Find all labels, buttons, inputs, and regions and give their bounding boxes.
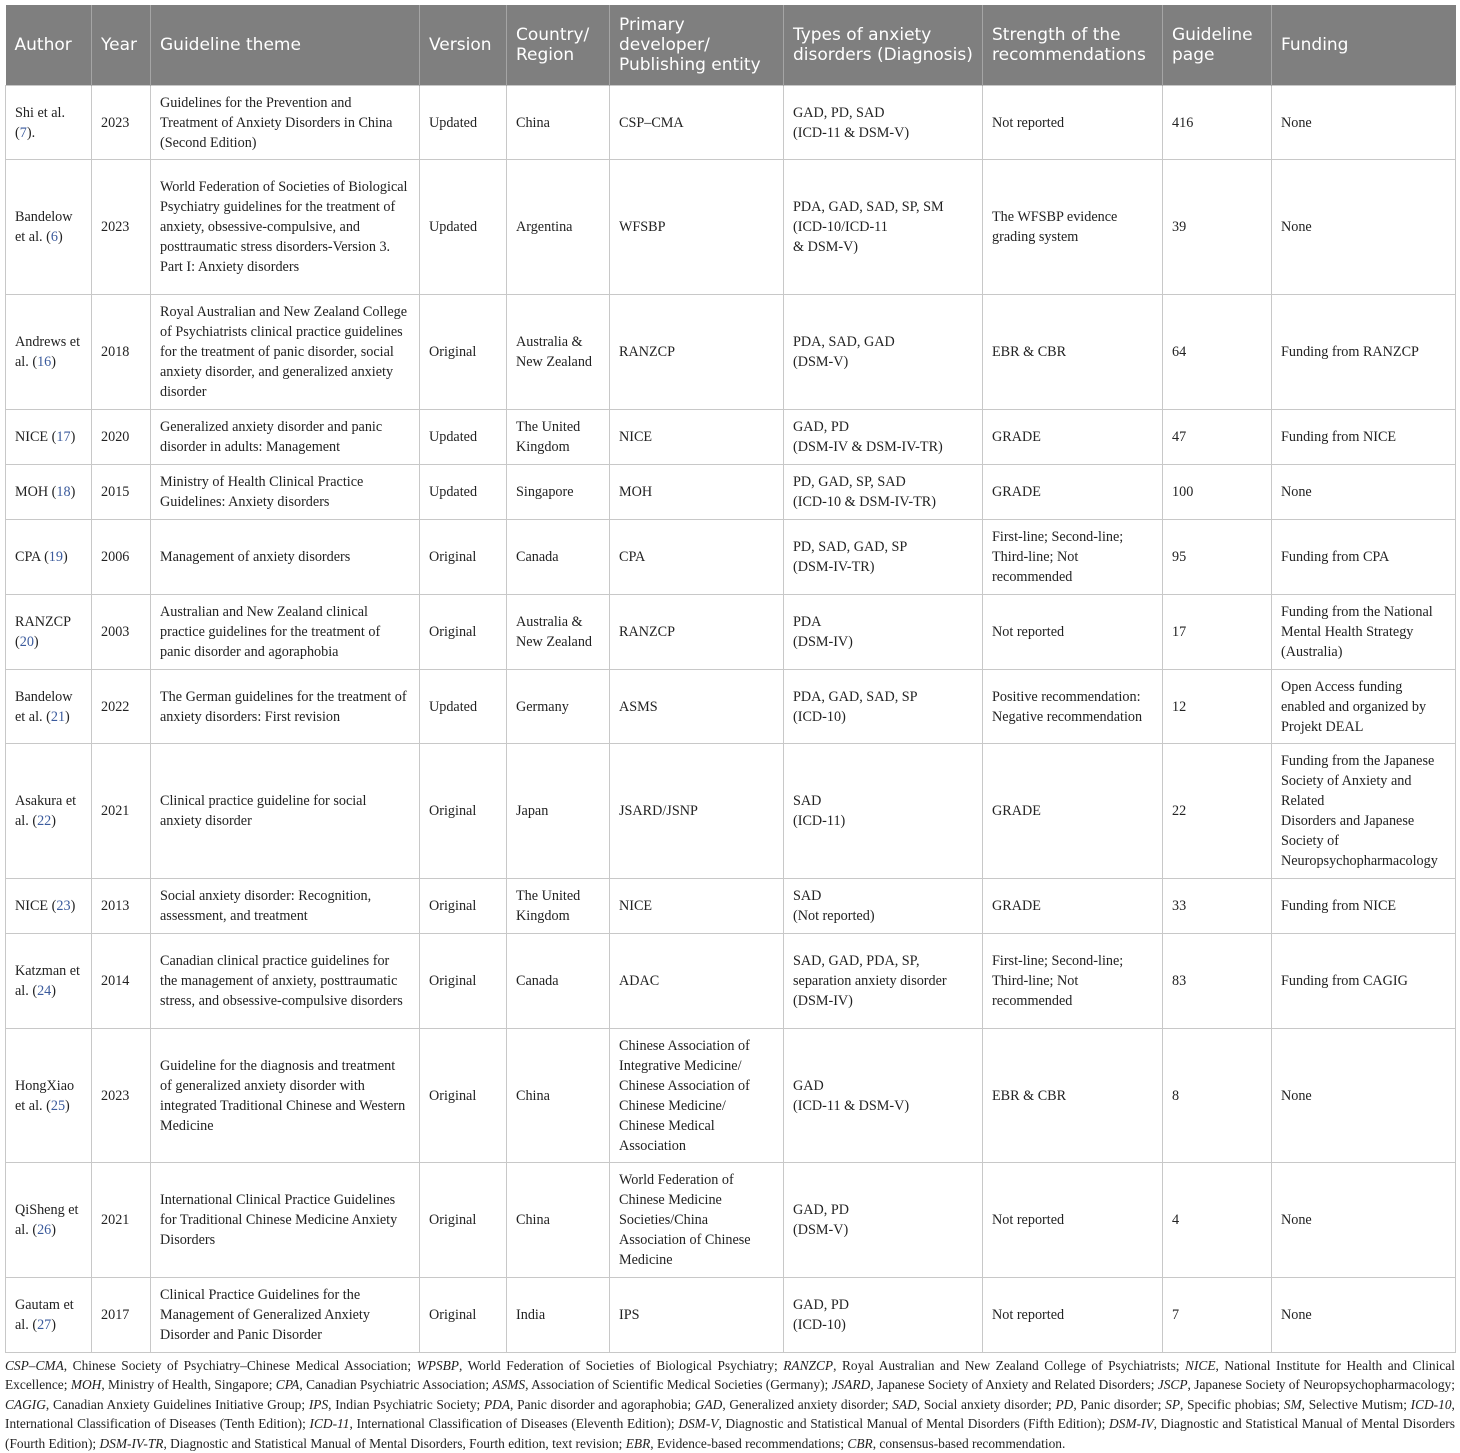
- table-row: [6, 520, 1456, 595]
- column-header-funding: Funding: [1272, 5, 1456, 86]
- cell-funding: Funding from RANZCP: [1272, 295, 1456, 410]
- cell-year: 2023: [92, 160, 151, 295]
- footnote-abbreviation: SM: [1283, 1396, 1302, 1412]
- cell-strength: The WFSBP evidence grading system: [983, 160, 1163, 295]
- cell-theme: Guideline for the diagnosis and treatment of generalized anxiety disorder with integrated Traditional Chinese and Western Medicine: [151, 1029, 420, 1163]
- cell-year: 2015: [92, 465, 151, 520]
- cell-types: GAD (ICD-11 & DSM-V): [784, 1029, 983, 1163]
- cell-funding: Open Access funding enabled and organized by Projekt DEAL: [1272, 670, 1456, 744]
- footnote-abbreviation: IPS: [308, 1396, 329, 1412]
- footnote-abbreviation: GAD: [694, 1396, 723, 1412]
- reference-link[interactable]: 17: [56, 429, 71, 445]
- cell-strength: Not reported: [983, 595, 1163, 670]
- column-header-version: Version: [420, 5, 507, 86]
- reference-link[interactable]: 19: [48, 549, 63, 565]
- footnote-abbreviation: SAD: [892, 1396, 917, 1412]
- cell-developer: MOH: [610, 465, 784, 520]
- cell-author: Asakura et al. (22): [6, 744, 92, 879]
- reference-link[interactable]: 23: [56, 898, 71, 914]
- cell-theme: Australian and New Zealand clinical practice guidelines for the treatment of panic disorder and agoraphobia: [151, 595, 420, 670]
- author-name: Gautam et al.: [15, 1297, 74, 1333]
- author-name: Bandelow et al.: [15, 688, 73, 725]
- cell-funding: None: [1272, 1029, 1456, 1163]
- cell-types: GAD, PD, SAD (ICD-11 & DSM-V): [784, 86, 983, 160]
- cell-theme: Management of anxiety disorders: [151, 520, 420, 595]
- footnote-abbreviation: CBR: [847, 1435, 873, 1451]
- cell-version: Original: [420, 1163, 507, 1278]
- footnote-abbreviation: CPA: [275, 1377, 300, 1393]
- reference-link[interactable]: 6: [50, 229, 58, 245]
- cell-types: SAD, GAD, PDA, SP, separation anxiety disorder (DSM-IV): [784, 934, 983, 1029]
- cell-page: 83: [1163, 934, 1272, 1029]
- table-row: [6, 595, 1456, 670]
- author-name: HongXiao et al.: [15, 1077, 75, 1114]
- footnote-definition: Diagnostic and Statistical Manual of Mental Disorders (Fifth Edition): [725, 1416, 1102, 1432]
- cell-strength: GRADE: [983, 465, 1163, 520]
- cell-types: SAD (Not reported): [784, 879, 983, 934]
- cell-developer: ADAC: [610, 934, 784, 1029]
- reference-link[interactable]: 20: [19, 634, 34, 650]
- cell-funding: None: [1272, 465, 1456, 520]
- cell-funding: Funding from the Japanese Society of Anxiety and Related Disorders and Japanese Society of Neuropsychopharmacology: [1272, 744, 1456, 879]
- cell-types: SAD (ICD-11): [784, 744, 983, 879]
- cell-page: 64: [1163, 295, 1272, 410]
- author-name: NICE: [15, 429, 49, 445]
- cell-version: Original: [420, 595, 507, 670]
- cell-year: 2003: [92, 595, 151, 670]
- cell-types: GAD, PD (ICD-10): [784, 1278, 983, 1353]
- cell-theme: Canadian clinical practice guidelines for the management of anxiety, posttraumatic stress, and obsessive-compulsive disorders: [151, 934, 420, 1029]
- cell-year: 2021: [92, 744, 151, 879]
- cell-year: 2017: [92, 1278, 151, 1353]
- author-name: Katzman et al.: [15, 963, 80, 999]
- reference-link[interactable]: 27: [37, 1317, 52, 1333]
- footnote-abbreviation: EBR: [625, 1435, 651, 1451]
- cell-theme: Generalized anxiety disorder and panic disorder in adults: Management: [151, 410, 420, 465]
- footnote-definition: Chinese Society of Psychiatry–Chinese Medical Association: [72, 1358, 408, 1373]
- author-name: CPA: [15, 549, 41, 565]
- cell-year: 2022: [92, 670, 151, 744]
- cell-strength: Not reported: [983, 1278, 1163, 1353]
- cell-page: 12: [1163, 670, 1272, 744]
- cell-author: CPA (19): [6, 520, 92, 595]
- footnote-definition: Japanese Society of Neuropsychopharmacology: [1194, 1377, 1452, 1393]
- table-row: [6, 1163, 1456, 1278]
- footnote-abbreviation: JSCP: [1157, 1377, 1188, 1393]
- cell-funding: Funding from CPA: [1272, 520, 1456, 595]
- guidelines-table: [5, 5, 1456, 1353]
- footnote-definition: National Institute for Health and Clinical Excellence: [5, 1358, 1455, 1393]
- cell-types: GAD, PD (DSM-IV & DSM-IV-TR): [784, 410, 983, 465]
- cell-page: 95: [1163, 520, 1272, 595]
- cell-country: The United Kingdom: [507, 879, 610, 934]
- cell-year: 2013: [92, 879, 151, 934]
- cell-author: HongXiao et al. (25): [6, 1029, 92, 1163]
- footnote-definition: Diagnostic and Statistical Manual of Mental Disorders (Fourth Edition): [5, 1416, 1455, 1451]
- cell-year: 2021: [92, 1163, 151, 1278]
- cell-year: 2018: [92, 295, 151, 410]
- footnote-definition: Evidence-based recommendations: [657, 1435, 841, 1451]
- cell-country: Canada: [507, 520, 610, 595]
- footnote-definition: Canadian Anxiety Guidelines Initiative Group: [52, 1396, 302, 1412]
- cell-types: GAD, PD (DSM-V): [784, 1163, 983, 1278]
- footnote-definition: Association of Scientific Medical Societies (Germany): [531, 1377, 825, 1393]
- reference-link[interactable]: 21: [50, 708, 66, 725]
- cell-developer: ASMS: [610, 670, 784, 744]
- cell-developer: CPA: [610, 520, 784, 595]
- reference-link[interactable]: 22: [37, 813, 52, 829]
- cell-country: Singapore: [507, 465, 610, 520]
- cell-funding: Funding from the National Mental Health Strategy (Australia): [1272, 595, 1456, 670]
- cell-page: 416: [1163, 86, 1272, 160]
- cell-strength: GRADE: [983, 879, 1163, 934]
- cell-types: PDA, SAD, GAD (DSM-V): [784, 295, 983, 410]
- cell-author: NICE (17): [6, 410, 92, 465]
- column-header-author: Author: [6, 5, 92, 86]
- cell-funding: None: [1272, 1163, 1456, 1278]
- footnote-abbreviation: RANZCP: [783, 1358, 834, 1373]
- cell-country: China: [507, 1029, 610, 1163]
- author-suffix: .: [31, 124, 36, 141]
- cell-developer: Chinese Association of Integrative Medicine/ Chinese Association of Chinese Medicine/ Chinese Medical Association: [610, 1029, 784, 1163]
- cell-page: 33: [1163, 879, 1272, 934]
- footnote-abbreviation: PDA: [483, 1396, 510, 1412]
- table-row: [6, 410, 1456, 465]
- footnote-abbreviation: DSM-V: [678, 1416, 719, 1432]
- cell-strength: GRADE: [983, 744, 1163, 879]
- cell-version: Original: [420, 1029, 507, 1163]
- footnote-definition: Royal Australian and New Zealand College of Psychiatrists: [841, 1358, 1176, 1373]
- author-name: Asakura et al.: [15, 793, 77, 829]
- cell-year: 2023: [92, 86, 151, 160]
- cell-country: Canada: [507, 934, 610, 1029]
- footnote-definition: Selective Mutism: [1308, 1396, 1404, 1412]
- cell-strength: GRADE: [983, 410, 1163, 465]
- footnote-abbreviation: DSM-IV: [1109, 1416, 1154, 1432]
- cell-strength: Positive recommendation: Negative recommendation: [983, 670, 1163, 744]
- table-row: [6, 1029, 1456, 1163]
- author-name: Andrews et al.: [15, 334, 81, 370]
- cell-theme: Ministry of Health Clinical Practice Guidelines: Anxiety disorders: [151, 465, 420, 520]
- cell-page: 100: [1163, 465, 1272, 520]
- footnote-abbreviation: DSM-IV-TR: [99, 1435, 164, 1451]
- cell-types: PDA, GAD, SAD, SP, SM (ICD-10/ICD-11 & DSM-V): [784, 160, 983, 295]
- footnote-definition: Ministry of Health, Singapore: [108, 1377, 269, 1393]
- cell-page: 4: [1163, 1163, 1272, 1278]
- author-name: Shi et al.: [15, 104, 66, 121]
- cell-year: 2023: [92, 1029, 151, 1163]
- cell-page: 17: [1163, 595, 1272, 670]
- footnote-definition: Canadian Psychiatric Association: [306, 1377, 486, 1393]
- cell-page: 47: [1163, 410, 1272, 465]
- cell-funding: None: [1272, 1278, 1456, 1353]
- cell-page: 8: [1163, 1029, 1272, 1163]
- footnote-definition: Specific phobias: [1187, 1396, 1277, 1412]
- cell-developer: NICE: [610, 410, 784, 465]
- footnote-abbreviation: CAGIG: [5, 1396, 46, 1412]
- column-header-guideline-theme: Guideline theme: [151, 5, 420, 86]
- table-row: [6, 1278, 1456, 1353]
- reference-link[interactable]: 26: [37, 1222, 52, 1238]
- cell-developer: CSP–CMA: [610, 86, 784, 160]
- cell-theme: Guidelines for the Prevention and Treatment of Anxiety Disorders in China (Second Edition): [151, 86, 420, 160]
- table-row: [6, 879, 1456, 934]
- footnote-definition: Generalized anxiety disorder: [729, 1396, 885, 1412]
- cell-funding: Funding from NICE: [1272, 879, 1456, 934]
- cell-theme: Royal Australian and New Zealand College of Psychiatrists clinical practice guidelines for the treatment of panic disorder, social anxiety disorder, and generalized anxiety disorder: [151, 295, 420, 410]
- cell-funding: Funding from NICE: [1272, 410, 1456, 465]
- cell-strength: First-line; Second-line; Third-line; Not recommended: [983, 520, 1163, 595]
- footnote-abbreviation: NICE: [1185, 1358, 1216, 1373]
- cell-theme: Clinical Practice Guidelines for the Management of Generalized Anxiety Disorder and Panic Disorder: [151, 1278, 420, 1353]
- cell-author: RANZCP (20): [6, 595, 92, 670]
- cell-strength: EBR & CBR: [983, 1029, 1163, 1163]
- cell-strength: EBR & CBR: [983, 295, 1163, 410]
- table-row: [6, 934, 1456, 1029]
- footnote-abbreviation: WPSBP: [416, 1358, 459, 1373]
- column-header-guideline-page: Guideline page: [1163, 5, 1272, 86]
- cell-version: Original: [420, 879, 507, 934]
- cell-version: Original: [420, 934, 507, 1029]
- column-header-year: Year: [92, 5, 151, 86]
- reference-link[interactable]: 25: [50, 1097, 66, 1114]
- footnote-abbreviation: SP: [1165, 1396, 1181, 1412]
- cell-strength: First-line; Second-line; Third-line; Not recommended: [983, 934, 1163, 1029]
- cell-author: MOH (18): [6, 465, 92, 520]
- cell-author: Katzman et al. (24): [6, 934, 92, 1029]
- cell-version: Original: [420, 295, 507, 410]
- reference-link[interactable]: 18: [56, 484, 71, 500]
- cell-version: Updated: [420, 465, 507, 520]
- cell-country: Australia & New Zealand: [507, 295, 610, 410]
- footnote-definition: Panic disorder: [1080, 1396, 1158, 1412]
- cell-developer: World Federation of Chinese Medicine Societies/China Association of Chinese Medicine: [610, 1163, 784, 1278]
- footnote-abbreviation: PD: [1055, 1396, 1074, 1412]
- reference-link[interactable]: 16: [37, 354, 52, 370]
- column-header-primary-developer: Primary developer/ Publishing entity: [610, 5, 784, 86]
- cell-theme: World Federation of Societies of Biological Psychiatry guidelines for the treatment of anxiety, obsessive-compulsive, and posttraumatic stress disorders-Version 3. Part I: Anxiety disorders: [151, 160, 420, 295]
- author-name: Bandelow et al.: [15, 209, 73, 245]
- cell-types: PD, SAD, GAD, SP (DSM-IV-TR): [784, 520, 983, 595]
- column-header-country-region: Country/ Region: [507, 5, 610, 86]
- column-header-types-of-anxiety-disorders: Types of anxiety disorders (Diagnosis): [784, 5, 983, 86]
- cell-theme: International Clinical Practice Guidelines for Traditional Chinese Medicine Anxiety Disorders: [151, 1163, 420, 1278]
- cell-author: QiSheng et al. (26): [6, 1163, 92, 1278]
- cell-theme: Social anxiety disorder: Recognition, assessment, and treatment: [151, 879, 420, 934]
- footnote-abbreviation: JSARD: [831, 1377, 871, 1393]
- cell-country: Australia & New Zealand: [507, 595, 610, 670]
- footnote-definition: World Federation of Societies of Biological Psychiatry: [467, 1358, 775, 1373]
- author-name: RANZCP: [15, 614, 71, 630]
- footnote-definition: Japanese Society of Anxiety and Related Disorders: [876, 1377, 1151, 1393]
- cell-country: Argentina: [507, 160, 610, 295]
- footnote-definition: Panic disorder and agoraphobia: [517, 1396, 688, 1412]
- cell-developer: NICE: [610, 879, 784, 934]
- cell-page: 22: [1163, 744, 1272, 879]
- column-header-strength-of-recommendations: Strength of the recommendations: [983, 5, 1163, 86]
- footnote-abbreviation: ICD-11: [309, 1416, 350, 1432]
- cell-page: 39: [1163, 160, 1272, 295]
- cell-funding: Funding from CAGIG: [1272, 934, 1456, 1029]
- cell-types: PDA (DSM-IV): [784, 595, 983, 670]
- author-name: MOH: [15, 484, 49, 500]
- footnote-abbreviation: ICD-10: [1410, 1396, 1452, 1412]
- reference-link[interactable]: 7: [19, 124, 27, 141]
- cell-page: 7: [1163, 1278, 1272, 1353]
- cell-version: Updated: [420, 86, 507, 160]
- cell-year: 2014: [92, 934, 151, 1029]
- cell-theme: Clinical practice guideline for social anxiety disorder: [151, 744, 420, 879]
- footnote-definition: Indian Psychiatric Society: [335, 1396, 477, 1412]
- cell-developer: JSARD/JSNP: [610, 744, 784, 879]
- table-row: [6, 86, 1456, 160]
- cell-developer: RANZCP: [610, 595, 784, 670]
- cell-author: Bandelow et al. (6): [6, 160, 92, 295]
- cell-version: Updated: [420, 410, 507, 465]
- footnote-abbreviation: ASMS: [492, 1377, 526, 1393]
- table-row: [6, 670, 1456, 744]
- cell-developer: WFSBP: [610, 160, 784, 295]
- cell-types: PD, GAD, SP, SAD (ICD-10 & DSM-IV-TR): [784, 465, 983, 520]
- author-name: QiSheng et al.: [15, 1202, 79, 1238]
- footnote-definition: consensus-based recommendation.: [879, 1435, 1066, 1451]
- cell-year: 2006: [92, 520, 151, 595]
- cell-version: Original: [420, 1278, 507, 1353]
- footnote-abbreviation: MOH: [70, 1377, 102, 1393]
- cell-country: China: [507, 1163, 610, 1278]
- table-body: [6, 86, 1456, 1353]
- cell-author: Andrews et al. (16): [6, 295, 92, 410]
- table-row: [6, 744, 1456, 879]
- footnote-abbreviation: CSP–CMA: [5, 1358, 64, 1373]
- cell-country: Japan: [507, 744, 610, 879]
- cell-funding: None: [1272, 160, 1456, 295]
- cell-version: Original: [420, 520, 507, 595]
- cell-funding: None: [1272, 86, 1456, 160]
- table-footnote: CSP–CMA, Chinese Society of Psychiatry–Chinese Medical Association; WPSBP, World Federation of Societies of Biological Psychiatry; RANZCP, Royal Australian and New Zealand College of Psychiatrists; NICE, National Institute for Health and Clinical Excellence; MOH, Ministry of Health, Singapore; CPA, Canadian Psychiatric Association; ASMS, Association of Scientific Medical Societies (Germany); JSARD, Japanese Society of Anxiety and Related Disorders; JSCP, Japanese Society of Neuropsychopharmacology; CAGIG, Canadian Anxiety Guidelines Initiative Group; IPS, Indian Psychiatric Society; PDA, Panic disorder and agoraphobia; GAD, Generalized anxiety disorder; SAD, Social anxiety disorder; PD, Panic disorder; SP, Specific phobias; SM, Selective Mutism; ICD-10, International Classification of Diseases (Tenth Edition); ICD-11, International Classification of Diseases (Eleventh Edition); DSM-V, Diagnostic and Statistical Manual of Mental Disorders (Fifth Edition); DSM-IV, Diagnostic and Statistical Manual of Mental Disorders (Fourth Edition); DSM-IV-TR, Diagnostic and Statistical Manual of Mental Disorders, Fourth edition, text revision; EBR, Evidence-based recommendations; CBR, consensus-based recommendation.: [5, 1358, 1455, 1451]
- table-header-row: [6, 5, 1456, 86]
- cell-strength: Not reported: [983, 1163, 1163, 1278]
- cell-developer: RANZCP: [610, 295, 784, 410]
- cell-author: Gautam et al. (27): [6, 1278, 92, 1353]
- cell-developer: IPS: [610, 1278, 784, 1353]
- cell-country: The United Kingdom: [507, 410, 610, 465]
- cell-year: 2020: [92, 410, 151, 465]
- author-name: NICE: [15, 898, 49, 914]
- footnote-definition: Social anxiety disorder: [923, 1396, 1049, 1412]
- table-row: [6, 465, 1456, 520]
- cell-country: China: [507, 86, 610, 160]
- cell-country: Germany: [507, 670, 610, 744]
- footnote-definition: Diagnostic and Statistical Manual of Mental Disorders, Fourth edition, text revision: [170, 1435, 619, 1451]
- cell-version: Original: [420, 744, 507, 879]
- cell-strength: Not reported: [983, 86, 1163, 160]
- reference-link[interactable]: 24: [37, 983, 52, 999]
- cell-version: Updated: [420, 670, 507, 744]
- cell-author: Bandelow et al. (21): [6, 670, 92, 744]
- cell-types: PDA, GAD, SAD, SP (ICD-10): [784, 670, 983, 744]
- cell-country: India: [507, 1278, 610, 1353]
- cell-theme: The German guidelines for the treatment of anxiety disorders: First revision: [151, 670, 420, 744]
- footnote-definition: International Classification of Diseases (Tenth Edition): [5, 1416, 303, 1432]
- table-row: [6, 295, 1456, 410]
- cell-version: Updated: [420, 160, 507, 295]
- cell-author: NICE (23): [6, 879, 92, 934]
- table-row: [6, 160, 1456, 295]
- footnote-definition: International Classification of Diseases (Eleventh Edition): [356, 1416, 671, 1432]
- cell-author: Shi et al. (7).: [6, 86, 92, 160]
